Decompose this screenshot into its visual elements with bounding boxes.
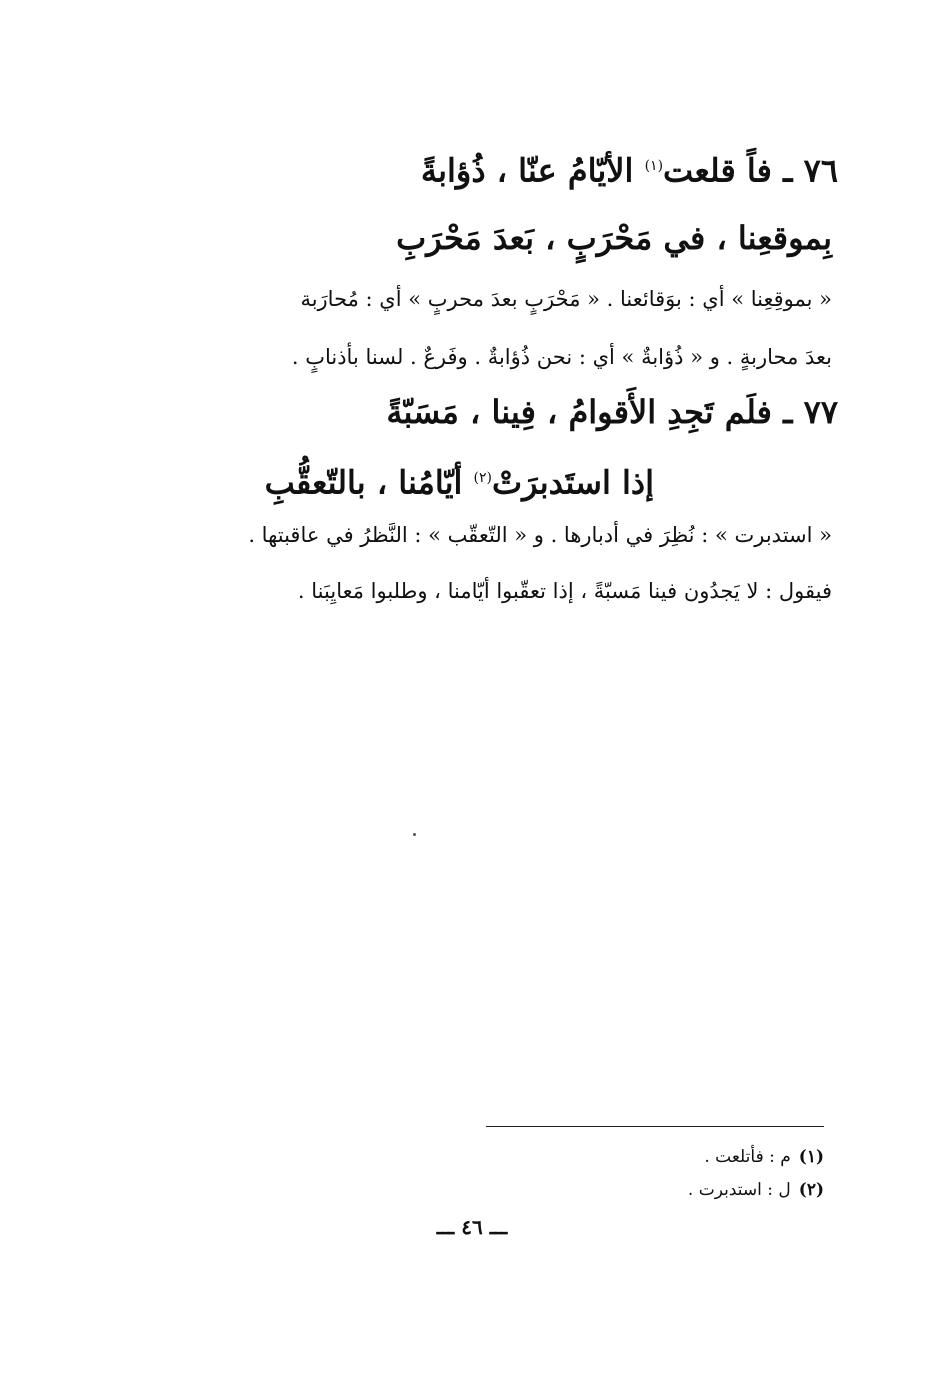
page-number: ـــ ٤٦ ـــ (436, 1215, 508, 1239)
footnote-2-text: ل : استدبرت . (687, 1180, 791, 1200)
commentary-77-line-1: « استدبرت » : نُظِرَ في أدبارها . و « التّعقّب » : النَّظرُ في عاقبتها . (248, 523, 832, 547)
verse-76-line-2: بِموقعِنا ، في مَحْرَبٍ ، بَعدَ مَحْرَبِ (396, 219, 832, 257)
footnote-ref-1: (١) (644, 158, 664, 174)
commentary-77-line-2: فيقول : لا يَجدُون فينا مَسبّةً ، إذا تعقّبوا أيّامنا ، وطلبوا مَعايِبَنا . (297, 579, 832, 603)
verse-77-hemistich-1: فلَم تَجِدِ الأَقوامُ ، فِينا ، مَسَبّةً (386, 393, 772, 431)
verse-77-number: ٧٧ ـ (783, 393, 838, 431)
verse-77-line-2 (265, 458, 654, 503)
verse-77-hemistich-2a: إذا استَدبرَتْ (491, 463, 654, 502)
verse-77-line-1 (386, 392, 838, 432)
footnote-divider (486, 1126, 824, 1127)
commentary-76-line-2: بعدَ محاربةٍ . و « ذُؤابةٌ » أي : نحن ذُؤابةٌ . وفَرعٌ . لسنا بأذنابٍ . (291, 345, 832, 369)
verse-76-hemistich-1a: فاً قلعت (663, 151, 772, 190)
verse-76-number: ٧٦ ـ (783, 151, 838, 190)
footnote-1 (704, 1145, 824, 1169)
commentary-76-line-1: « بموقِعِنا » أي : بوَقائعنا . « مَحْرَبٍ بعدَ محربٍ » أي : مُحارَبة (300, 287, 832, 311)
footnote-ref-2: (٢) (473, 470, 492, 486)
footnote-1-text: م : فأتلعت . (704, 1147, 791, 1167)
footnote-2 (688, 1178, 824, 1202)
footnote-2-mark: (٢) (798, 1180, 824, 1200)
footnote-1-mark: (١) (798, 1147, 824, 1167)
verse-76-line-1 (421, 146, 838, 191)
verse-76-hemistich-1b: الأيّامُ عنّا ، ذُؤابةً (420, 151, 634, 190)
verse-77-hemistich-2b: أيّامُنا ، بالتّعقُّبِ (264, 463, 463, 502)
stray-mark (413, 833, 416, 836)
